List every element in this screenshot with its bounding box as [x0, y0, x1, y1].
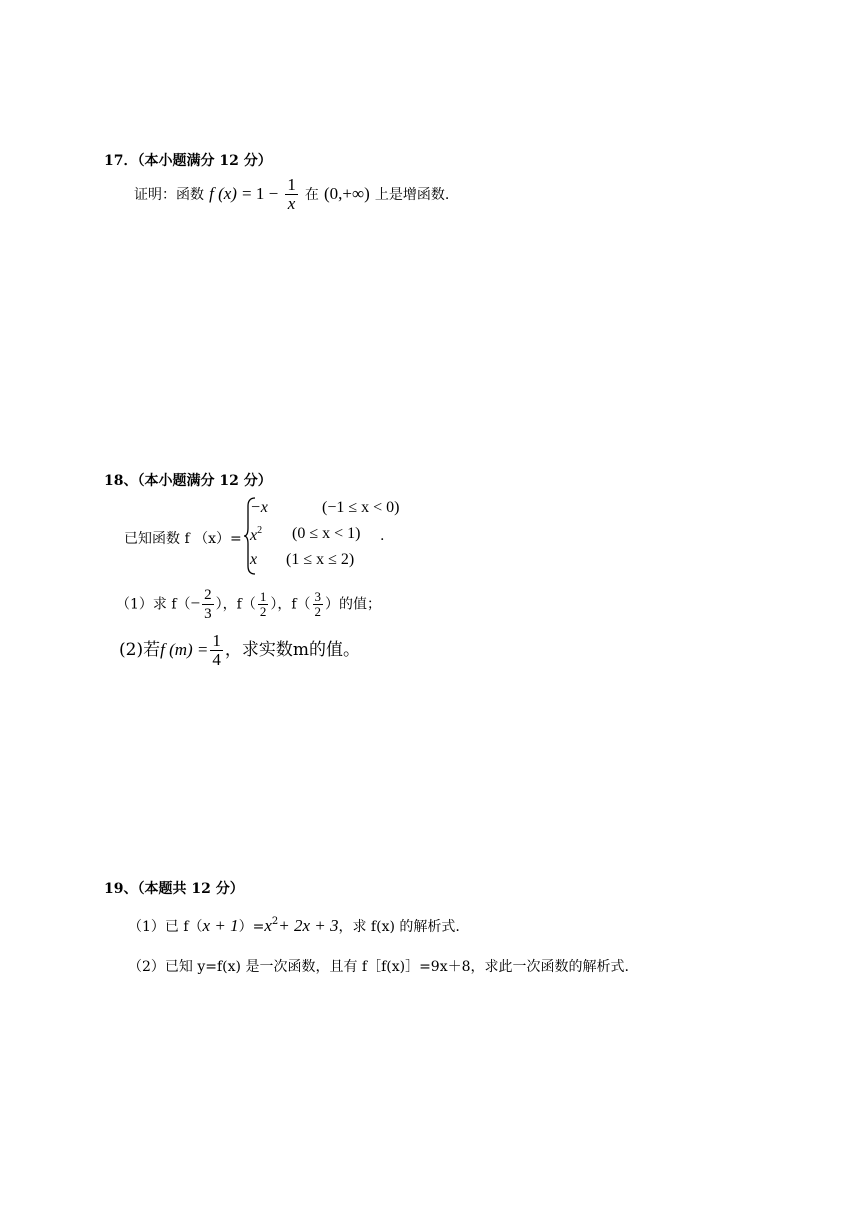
q18-case-2-cond: (0 ≤ x < 1) — [292, 525, 361, 542]
q18-title — [104, 470, 272, 490]
q19-part1: （1）已 $f(x + 1)=x^2+ 2x + 3$，求 f(x) 的解析式. — [128, 916, 460, 935]
q18-case-2: $x^2$ — [250, 525, 263, 544]
q17-interval: (0,+∞) — [324, 184, 370, 203]
q17-number: 17． — [104, 153, 138, 169]
q18-case-1-cond: (−1 ≤ x < 0) — [322, 499, 400, 516]
q18-period: . — [380, 528, 385, 544]
q19-number: 19、 — [104, 881, 138, 897]
q19-part2: （2）已知 y=f(x) 是一次函数，且有 f［f(x)］=9x＋8，求此一次函数的解析式. — [128, 959, 629, 975]
q17-eq: = 1 − — [242, 184, 279, 203]
q17-fraction: $\frac{1}{x}$ — [287, 175, 296, 213]
q18-frac-c: $\frac{3}{2}$ — [314, 589, 322, 619]
q17-heading: （本小题满分 12 分） — [137, 153, 272, 169]
q17-title — [104, 150, 272, 170]
q18-number: 18、 — [104, 473, 138, 489]
q17-prefix: 证明：函数 — [134, 187, 204, 203]
q18-part2: (2)若f (m) = $\frac{1}{4}$ ，求实数m的值。 — [119, 631, 361, 669]
q18-heading: （本小题满分 12 分） — [137, 473, 272, 489]
q18-case-3-cond: (1 ≤ x ≤ 2) — [286, 551, 355, 568]
q18-case-1: −x — [250, 499, 268, 516]
q19-heading: （本题共 12 分） — [137, 881, 244, 897]
q18-part1: （1）求 f（− $\frac{2}{3}$ ），f（ $\frac{1}{2}$ ），f（ $\frac{3}{2}$ ）的值； — [116, 587, 382, 622]
q17-func: f (x) — [209, 184, 237, 203]
q17-statement — [134, 176, 449, 213]
q17-suffix: 上是增函数. — [374, 187, 450, 203]
q18-given-label: 已知函数 f （x）= — [124, 531, 242, 547]
q18-frac-part2: $\frac{1}{4}$ — [212, 631, 221, 669]
q18-frac-a: $\frac{2}{3}$ — [204, 587, 212, 622]
q18-case-3: x — [250, 551, 258, 568]
q18-frac-b: $\frac{1}{2}$ — [259, 589, 267, 619]
q19-title — [104, 878, 244, 898]
q17-mid: 在 — [304, 187, 319, 203]
